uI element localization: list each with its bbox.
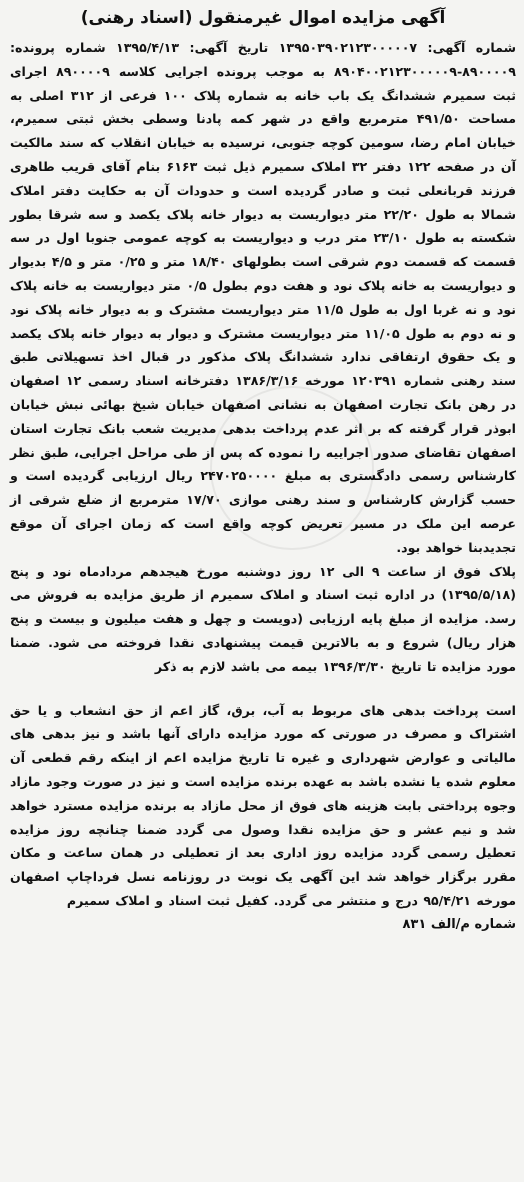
notice-title: آگهی مزایده اموال غیرمنقول (اسناد رهنی) — [80, 8, 446, 28]
newspaper-notice — [0, 6, 524, 1182]
notice-paragraph-1: شماره آگهی: ۱۳۹۵۰۳۹۰۲۱۲۳۰۰۰۰۰۷ تاریخ آگهی: ۱۳۹۵/۴/۱۳ شماره پرونده: ۸۹۰۰۰۰۹-۸۹۰۴۰۰۲۱۲۳۰۰۰۰۰۹ به موجب پرونده اجرایی کلاسه ۸۹۰۰۰۰۹ اجرای ثبت سمیرم ششدانگ یک باب خانه به شماره پلاک ۱۰۰ فرعی از ۳۱۲ اصلی به مساحت ۴۹۱/۵۰ مترمربع واقع در شهر کمه پادنا وسطی بخش ثبتی سمیرم، خیابان امام رضا، سومین کوچه جنوبی، نرسیده به خیابان انقلاب که سند مالکیت آن در صفحه ۱۲۲ دفتر ۳۲ املاک سمیرم ذیل ثبت ۶۱۶۳ بنام آقای قریب طاهری فرزند قربانعلی ثبت و صادر گردیده است و حدودات آن به حکایت دفتر املاک شمالا به طول ۲۲/۲۰ متر دیواریست به دیوار خانه پلاک یکصد و سه شرقا بطور شکسته به طول ۲۳/۱۰ متر درب و دیواریست به کوچه عمومی جنوبا اول در سه قسمت که قسمت دوم شرقی است بطولهای ۱۸/۴۰ متر و ۰/۲۵ متر و ۴/۵ بدیوار و دیواریست به خانه پلاک نود و هفت دوم بطول ۰/۵ متر دیواریست به خانه پلاک نود و نه غربا اول به طول ۱۱/۵ متر دیواریست مشترک و به دیوار خانه پلاک نود و نه دوم به طول ۱۱/۰۵ متر دیواریست مشترک و دیوار به دیوار خانه پلاک یکصد و یک حقوق ارتفاقی ندارد ششدانگ پلاک مذکور در قبال اخذ تسهیلاتی طبق سند رهنی شماره ۱۲۰۳۹۱ مورخه ۱۳۸۶/۳/۱۶ دفترخانه اسناد رسمی ۱۲ اصفهان در رهن بانک تجارت اصفهان به نشانی اصفهان خیابان شیخ بهائی نبش خیابان ابوذر قرار گرفته که بر اثر عدم پرداخت بدهی مدیریت شعب بانک تجارت استان اصفهان تقاضای صدور اجراییه را نموده که پس از طی مراحل اجرایی، طبق نظر کارشناس رسمی دادگستری به مبلغ ۲۴۷۰۲۵۰۰۰۰ ریال ارزیابی گردیده است و حسب گزارش کارشناس و سند رهنی موازی ۱۷/۷۰ مترمربع از ضلع شرقی از عرصه این ملک در مسیر تعریض کوچه واقع است که زمان اجرای آن موقع تجدیدبنا خواهد بود. — [10, 40, 517, 555]
notice-paragraph-2: پلاک فوق از ساعت ۹ الی ۱۲ روز دوشنبه مورخ هیجدهم مردادماه نود و پنج (۱۳۹۵/۵/۱۸) در اداره ثبت اسناد و املاک سمیرم از طریق مزایده به فروش می رسد. مزایده از مبلغ پایه ارزیابی (دویست و چهل و هفت میلیون و بیست و پنج هزار ریال) شروع و به بالاترین قیمت پیشنهادی نقدا فروخته می شود. ضمنا مورد مزایده تا تاریخ ۱۳۹۶/۳/۳۰ بیمه می باشد لازم به ذکر — [10, 563, 517, 674]
notice-reference-number: شماره م/الف ۸۳۱ — [402, 916, 516, 932]
notice-paragraph-3: است پرداخت بدهی های مربوط به آب، برق، گاز اعم از حق انشعاب و یا حق اشتراک و مصرف در صورتی که مورد مزایده دارای آنها باشد و نیز بدهی های مالیاتی و عوارض شهرداری و غیره تا تاریخ مزایده اعم از اینکه رقم قطعی آن معلوم شده یا نشده باشد به عهده برنده مزایده است و نیز در صورت وجود مازاد وجوه پرداختی بابت هزینه های فوق از محل مازاد به برنده مزایده مسترد خواهد شد و نیم عشر و حق مزایده نقدا وصول می گردد ضمنا چنانچه روز مزایده تعطیل رسمی گردد مزایده روز اداری بعد از تعطیلی در همان ساعت و مکان مقرر برگزار خواهد شد این آگهی یک نوبت در روزنامه نسل فرداچاپ اصفهان مورخه ۹۵/۴/۲۱ درج و منتشر می گردد. کفیل ثبت اسناد و املاک سمیرم — [10, 702, 516, 908]
paragraph-gap — [10, 679, 516, 699]
